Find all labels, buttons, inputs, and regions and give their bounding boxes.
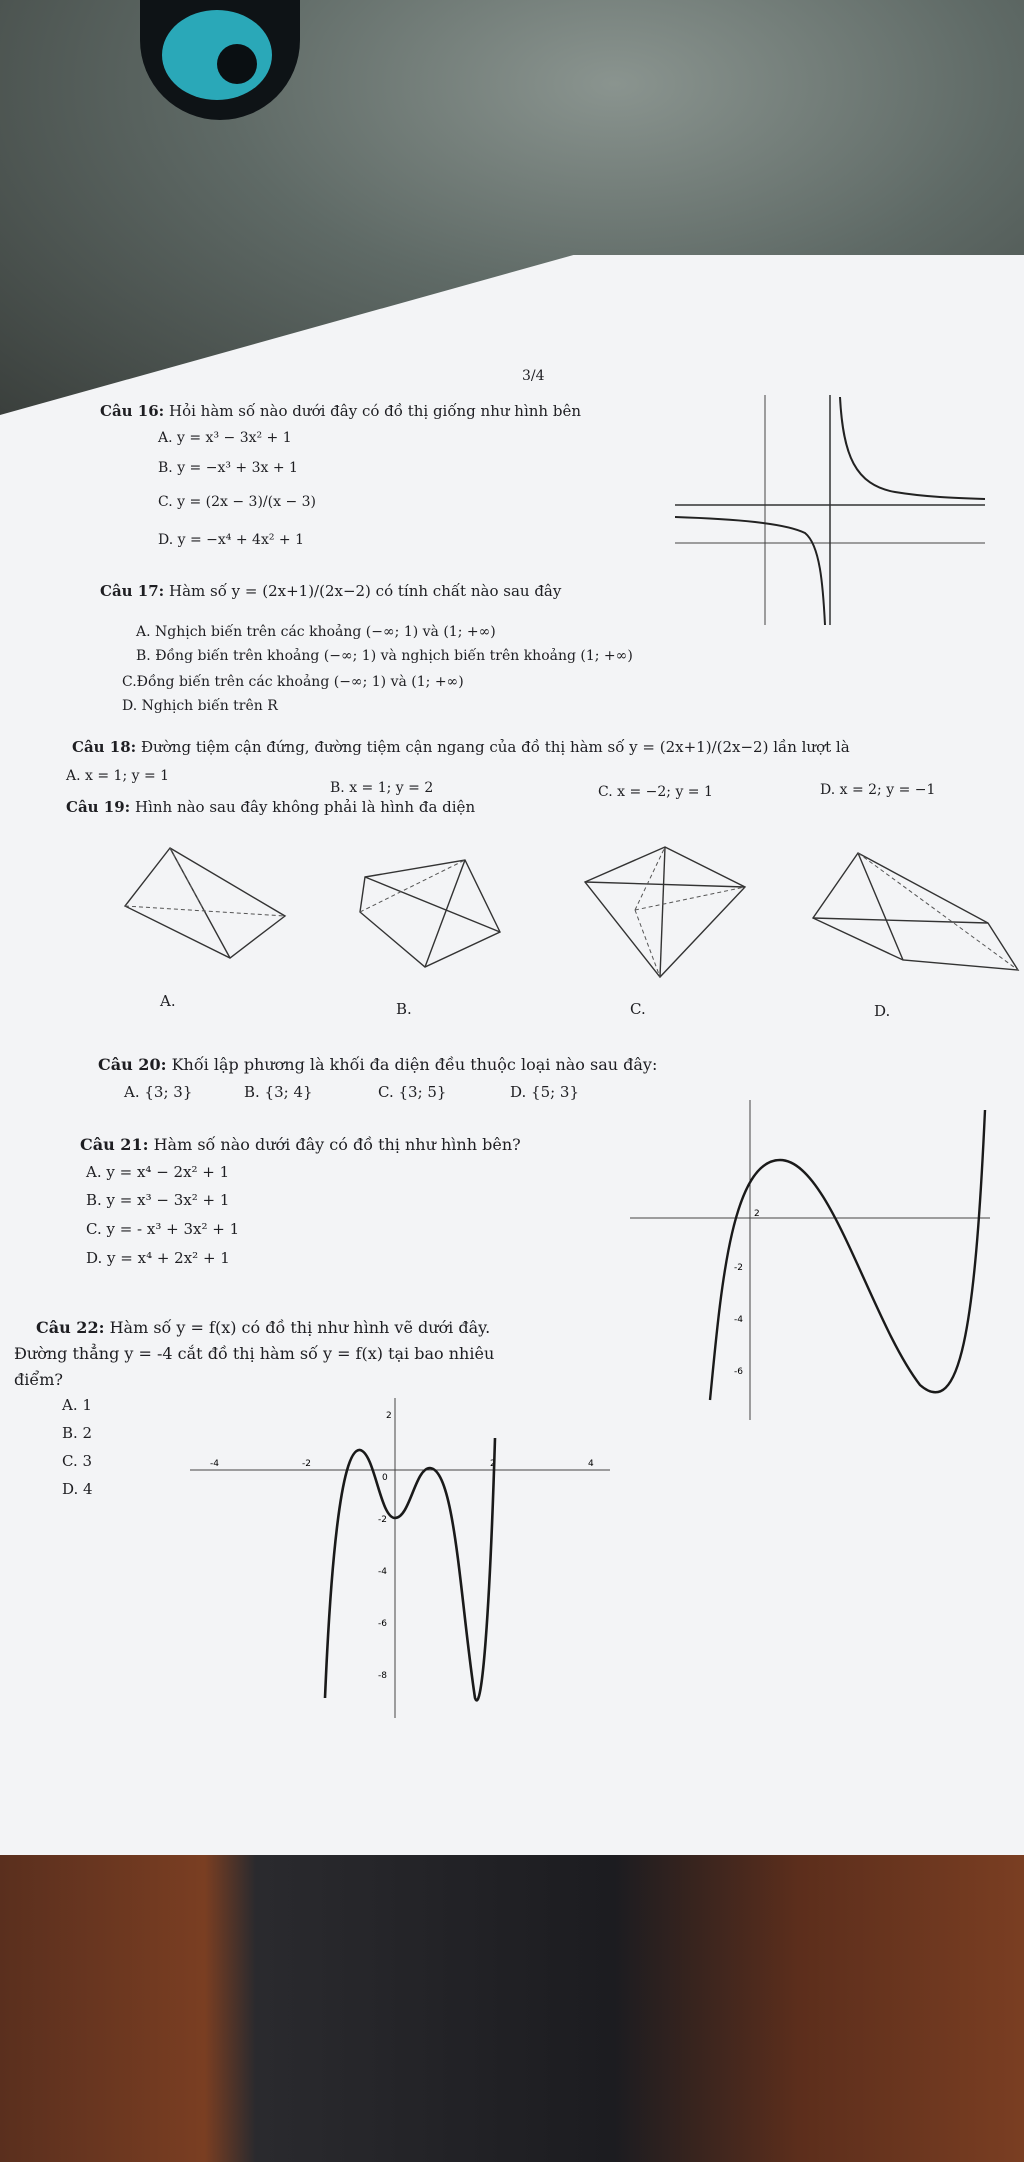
q18-prompt <box>72 738 850 757</box>
q19-label-c[interactable]: C. <box>630 1000 646 1018</box>
q21-tick-2: 2 <box>754 1209 760 1219</box>
q21-curve <box>710 1110 985 1400</box>
q22-ytick-m6: -6 <box>378 1619 387 1629</box>
q22-ytick-m4: -4 <box>378 1567 387 1577</box>
q22-title: Câu 22: <box>36 1318 105 1337</box>
q22-line2: Đường thẳng y = -4 cắt đồ thị hàm số y = f(x) tại bao nhiêu <box>14 1344 495 1363</box>
q22-xtick-2: 2 <box>490 1459 496 1469</box>
q17-prompt <box>100 582 561 601</box>
q22-option-a[interactable]: A. 1 <box>62 1396 92 1414</box>
q19-a-outline <box>125 848 285 958</box>
q19-d-outline <box>813 853 1018 970</box>
q19-figure-c <box>580 842 750 982</box>
q22-ytick-m8: -8 <box>378 1671 387 1681</box>
q21-option-a[interactable]: A. y = x⁴ − 2x² + 1 <box>86 1163 230 1181</box>
q22-ytick-2: 2 <box>386 1411 392 1421</box>
q22-xtick-m2: -2 <box>302 1459 311 1469</box>
q22-option-c[interactable]: C. 3 <box>62 1452 93 1470</box>
q16-title: Câu 16: <box>100 402 165 420</box>
q22-ytick-m2: -2 <box>378 1515 387 1525</box>
q16-graph <box>675 395 985 625</box>
q17-option-b[interactable]: B. Đồng biến trên khoảng (−∞; 1) và nghịch biến trên khoảng (1; +∞) <box>136 648 633 664</box>
q22-line3: điểm? <box>14 1370 63 1389</box>
q19-text: Hình nào sau đây không phải là hình đa diện <box>134 798 476 816</box>
q17-text: Hàm số y = (2x+1)/(2x−2) có tính chất nào sau đây <box>168 582 562 600</box>
q21-tick-m4: -4 <box>734 1315 743 1325</box>
q22-xtick-m4: -4 <box>210 1459 219 1469</box>
q19-prompt <box>66 798 475 817</box>
q20-text: Khối lập phương là khối đa diện đều thuộc loại nào sau đây: <box>171 1055 658 1074</box>
q20-option-d[interactable]: D. {5; 3} <box>510 1083 580 1101</box>
q21-tick-m6: -6 <box>734 1367 743 1377</box>
q16-text: Hỏi hàm số nào dưới đây có đồ thị giống như hình bên <box>168 402 581 420</box>
q16-prompt <box>100 402 581 421</box>
q20-title: Câu 20: <box>98 1055 167 1074</box>
q20-prompt <box>98 1055 657 1075</box>
q18-option-d[interactable]: D. x = 2; y = −1 <box>820 782 936 798</box>
q19-c-outline <box>585 847 745 977</box>
q22-xtick-4: 4 <box>588 1459 594 1469</box>
page-number: 3/4 <box>522 368 545 384</box>
q19-b-outline <box>360 860 500 967</box>
q17-option-c[interactable]: C.Đồng biến trên các khoảng (−∞; 1) và (1; +∞) <box>122 674 464 690</box>
q22-line1 <box>36 1318 490 1338</box>
q22-option-d[interactable]: D. 4 <box>62 1480 93 1498</box>
q16-branch-right <box>840 397 985 499</box>
q21-prompt <box>80 1135 521 1155</box>
q21-text: Hàm số nào dưới đây có đồ thị như hình bên? <box>153 1135 521 1154</box>
q18-title: Câu 18: <box>72 738 137 756</box>
q22-xtick-0: 0 <box>382 1473 388 1483</box>
q18-option-a[interactable]: A. x = 1; y = 1 <box>66 768 170 784</box>
q17-option-d[interactable]: D. Nghịch biến trên R <box>122 698 278 714</box>
q16-option-c[interactable]: C. y = (2x − 3)/(x − 3) <box>158 494 316 510</box>
q20-option-c[interactable]: C. {3; 5} <box>378 1083 447 1101</box>
q18-option-c[interactable]: C. x = −2; y = 1 <box>598 784 713 800</box>
q21-option-b[interactable]: B. y = x³ − 3x² + 1 <box>86 1191 230 1209</box>
q19-title: Câu 19: <box>66 798 131 816</box>
q18-option-b[interactable]: B. x = 1; y = 2 <box>330 780 434 796</box>
q17-option-a[interactable]: A. Nghịch biến trên các khoảng (−∞; 1) và (1; +∞) <box>136 624 496 640</box>
q16-option-b[interactable]: B. y = −x³ + 3x + 1 <box>158 460 298 476</box>
q19-label-b[interactable]: B. <box>396 1000 412 1018</box>
q18-text: Đường tiệm cận đứng, đường tiệm cận ngang của đồ thị hàm số y = (2x+1)/(2x−2) lần lượt là <box>140 738 850 756</box>
q21-title: Câu 21: <box>80 1135 149 1154</box>
q16-option-d[interactable]: D. y = −x⁴ + 4x² + 1 <box>158 532 304 548</box>
q21-graph <box>630 1100 990 1420</box>
q19-figure-b <box>355 852 515 972</box>
q22-graph <box>190 1398 620 1718</box>
q21-option-d[interactable]: D. y = x⁴ + 2x² + 1 <box>86 1249 230 1267</box>
q20-option-b[interactable]: B. {3; 4} <box>244 1083 313 1101</box>
q19-label-a[interactable]: A. <box>160 992 176 1010</box>
q19-label-d[interactable]: D. <box>874 1002 891 1020</box>
q22-option-b[interactable]: B. 2 <box>62 1424 93 1442</box>
q22-text-1: Hàm số y = f(x) có đồ thị như hình vẽ dưới đây. <box>109 1318 491 1337</box>
q19-figure-d <box>808 848 1022 978</box>
q17-title: Câu 17: <box>100 582 165 600</box>
q16-branch-left <box>675 517 825 625</box>
q20-option-a[interactable]: A. {3; 3} <box>124 1083 193 1101</box>
q21-option-c[interactable]: C. y = - x³ + 3x² + 1 <box>86 1220 240 1238</box>
q21-tick-m2: -2 <box>734 1263 743 1273</box>
q16-option-a[interactable]: A. y = x³ − 3x² + 1 <box>158 430 292 446</box>
q22-curve <box>325 1438 495 1700</box>
q19-figure-a <box>120 840 290 970</box>
